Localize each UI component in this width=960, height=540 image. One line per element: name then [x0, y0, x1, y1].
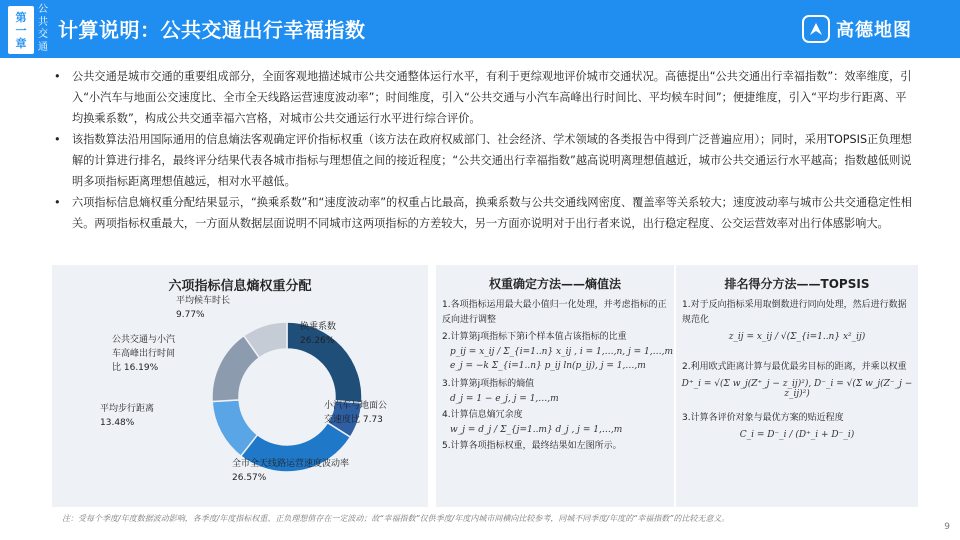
chapter-sub-char: 通 [38, 41, 48, 53]
list-item [52, 129, 912, 192]
entropy-title: 权重确定方法——熵值法 [488, 277, 621, 291]
weight-chart-panel [52, 265, 428, 507]
topsis-step: 2.利用欧式距离计算与最优最劣目标的距离，并乘以权重 [682, 362, 907, 372]
page-title: 计算说明：公共交通出行幸福指数 [58, 18, 366, 42]
entropy-step: 5.计算各项指标权重，最终结果如左图所示。 [442, 441, 622, 451]
slice-label: 交速度比 7.73 [324, 415, 383, 425]
slice-label: 小汽车与地面公 [324, 401, 388, 411]
list-item [52, 192, 912, 234]
slice-label: 平均候车时长 [176, 296, 231, 306]
logo-text: 高德地图 [836, 20, 912, 41]
entropy-step: 2.计算第j项指标下第i个样本值占该指标的比重 [442, 332, 627, 342]
chapter-char: 章 [15, 36, 27, 50]
slice-label: 平均步行距离 [100, 404, 155, 414]
chapter-sub-char: 公 [38, 4, 48, 15]
chapter-sub-char: 共 [38, 16, 48, 28]
bullet-dot: • [54, 196, 61, 209]
bullet-text: 该指数算法沿用国际通用的信息熵法客观确定评价指标权重（该方法在政府权威部门、社会经济、学术领域的各类报告中得到广泛普遍应用）；同时，采用TOPSIS正负理想解的计算进行排名，最终评分结果代表各城市指标与理想值之间的接近程度；“公共交通出行幸福指数”越高说明离理想值越近，城市公共交通运行水平越高；指数越低则说明多项指标距离理想值越远，相对水平越低。 [72, 133, 912, 188]
topsis-formula: z_ij = x_ij / √(Σ_{i=1..n} x²_ij) [728, 332, 866, 342]
slice-label: 比 16.19% [112, 363, 159, 373]
topsis-method-panel [676, 265, 918, 507]
bullet-dot: • [54, 133, 61, 146]
bullet-text: 六项指标信息熵权重分配结果显示，“换乘系数”和“速度波动率”的权重占比最高，换乘系数与公共交通线网密度、覆盖率等关系较大；速度波动率与城市公共交通稳定性相关。两项指标权重最大，一方面从数据层面说明不同城市这两项指标的方差较大，另一方面亦说明对于出行者来说，出行稳定程度、公交运营效率对出行体感影响大。 [72, 196, 912, 230]
topsis-formula: D⁺_i = √(Σ w_j(Z⁺_j − z_ij)²), D⁻_i = √(Σ w_j(Z⁻_j − z_ij)²) [681, 379, 913, 399]
slice-label: 13.48% [100, 418, 135, 428]
entropy-method-panel [436, 265, 674, 507]
entropy-step: 1.各项指标运用最大最小值归一化处理，并考虑指标的正反向进行调整 [442, 300, 667, 325]
bullet-dot: • [54, 70, 61, 83]
topsis-formula: C_i = D⁻_i / (D⁺_i + D⁻_i) [739, 430, 855, 440]
amap-logo [802, 15, 912, 43]
slice-label: 全市全天线路运营速度波动率 [232, 459, 350, 469]
slice-label: 26.57% [232, 473, 267, 483]
entropy-step: 4.计算信息熵冗余度 [442, 410, 523, 420]
chart-title: 六项指标信息熵权重分配 [168, 279, 312, 294]
chapter-sub-char: 交 [38, 29, 48, 40]
topsis-step: 3.计算各评价对象与最优方案的贴近程度 [682, 413, 844, 423]
chapter-badge [8, 6, 34, 54]
chapter-char: 一 [15, 23, 27, 37]
chapter-char: 第 [15, 10, 27, 24]
bullet-text: 公共交通是城市交通的重要组成部分，全面客观地描述城市公共交通整体运行水平，有利于更综观地评价城市交通状况。高德提出“公共交通出行幸福指数”：效率维度，引入“小汽车与地面公交速度比、全市全天线路运营速度波动率”；时间维度，引入“公共交通与小汽车高峰出行时间比、平均候车时间”；便捷维度，引入“平均步行距离、平均换乘系数”，构成公共交通幸福六宫格，对城市公共交通运行水平进行综合评价。 [72, 70, 912, 125]
slice-label: 26.26% [300, 336, 335, 346]
entropy-formula: p_ij = x_ij / Σ_{i=1..n} x_ij , i = 1,…,n, j = 1,…,m [450, 347, 674, 357]
chapter-subtitle [36, 4, 50, 54]
entropy-step: 3.计算第j项指标的熵值 [442, 379, 535, 389]
slice-label: 车高峰出行时间 [112, 349, 176, 359]
amap-logo-icon [802, 15, 830, 43]
slice-label: 9.77% [176, 310, 205, 320]
donut-slice [287, 322, 362, 403]
slice-label: 公共交通与小汽 [112, 335, 176, 345]
entropy-formula: w_j = d_j / Σ_{j=1..m} d_j , j = 1,…,m [450, 425, 623, 435]
entropy-formula: e_j = −k Σ_{i=1..n} p_ij ln(p_ij), j = 1,…,m [450, 361, 646, 371]
slice-label: 换乘系数 [300, 322, 337, 332]
list-item [52, 66, 912, 129]
page-number: 9 [944, 522, 950, 532]
donut-chart [52, 265, 428, 507]
topsis-title: 排名得分方法——TOPSIS [724, 277, 870, 291]
topsis-step: 1.对于反向指标采用取倒数进行同向处理，然后进行数据规范化 [682, 300, 907, 325]
header-bar [0, 0, 960, 58]
footnote: 注：受每个季度/年度数据波动影响，各季度/年度指标权重、正负理想值存在一定波动；故“幸福指数”仅供季度/年度内城市间横向比较参考，同城不同季度/年度的“幸福指数”的比较无意义。 [62, 514, 730, 523]
entropy-formula: d_j = 1 − e_j, j = 1,…,m [450, 394, 559, 404]
bullet-list [52, 66, 912, 234]
